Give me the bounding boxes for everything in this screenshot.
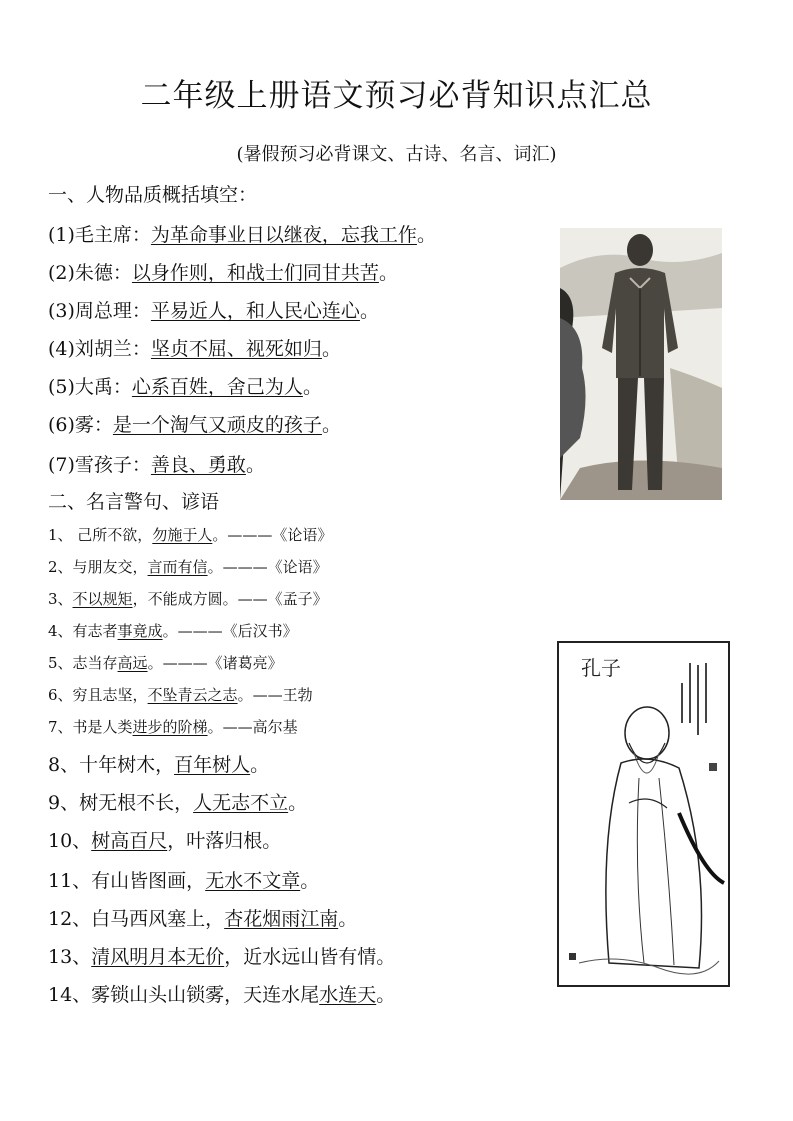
saying-item-8: 8、十年树木，百年树人。 bbox=[48, 754, 270, 776]
page-subtitle: (暑假预习必背课文、古诗、名言、词汇) bbox=[236, 144, 557, 165]
saying-item-10: 10、树高百尺，叶落归根。 bbox=[48, 830, 282, 852]
saying-item-13: 13、清风明月本无价，近水远山皆有情。 bbox=[48, 946, 396, 968]
section1-heading: 一、人物品质概括填空： bbox=[48, 184, 258, 206]
saying-item-6: 6、穷且志坚，不坠青云之志。——王勃 bbox=[48, 686, 313, 704]
trait-item-6: (6)雾：是一个淘气又顽皮的孩子。 bbox=[48, 414, 341, 436]
trait-item-2: (2)朱德：以身作则，和战士们同甘共苦。 bbox=[48, 262, 398, 284]
page-title: 二年级上册语文预习必背知识点汇总 bbox=[140, 78, 653, 114]
saying-item-4: 4、有志者事竟成。———《后汉书》 bbox=[48, 622, 298, 640]
section2-heading: 二、名言警句、谚语 bbox=[48, 491, 220, 513]
trait-item-5: (5)大禹：心系百姓，舍己为人。 bbox=[48, 376, 322, 398]
portrait-photo bbox=[560, 228, 722, 500]
ink-figure-drawing bbox=[557, 641, 730, 987]
saying-item-11: 11、有山皆图画，无水不文章。 bbox=[48, 870, 320, 892]
trait-item-4: (4)刘胡兰：坚贞不屈、视死如归。 bbox=[48, 338, 341, 360]
trait-item-7: (7)雪孩子：善良、勇敢。 bbox=[48, 454, 265, 476]
drawing-title: 孔子 bbox=[581, 656, 621, 680]
saying-item-12: 12、白马西风塞上，杏花烟雨江南。 bbox=[48, 908, 358, 930]
saying-item-5: 5、志当存高远。———《诸葛亮》 bbox=[48, 654, 283, 672]
saying-item-2: 2、与朋友交，言而有信。———《论语》 bbox=[48, 558, 328, 576]
saying-item-3: 3、不以规矩，不能成方圆。——《孟子》 bbox=[48, 590, 328, 608]
trait-item-3: (3)周总理：平易近人，和人民心连心。 bbox=[48, 300, 379, 322]
trait-item-1: (1)毛主席：为革命事业日以继夜，忘我工作。 bbox=[48, 224, 436, 246]
saying-item-1: 1、 己所不欲，勿施于人。———《论语》 bbox=[48, 526, 333, 544]
saying-item-7: 7、书是人类进步的阶梯。——高尔基 bbox=[48, 718, 298, 736]
saying-item-9: 9、树无根不长，人无志不立。 bbox=[48, 792, 308, 814]
saying-item-14: 14、雾锁山头山锁雾，天连水尾水连天。 bbox=[48, 984, 396, 1006]
